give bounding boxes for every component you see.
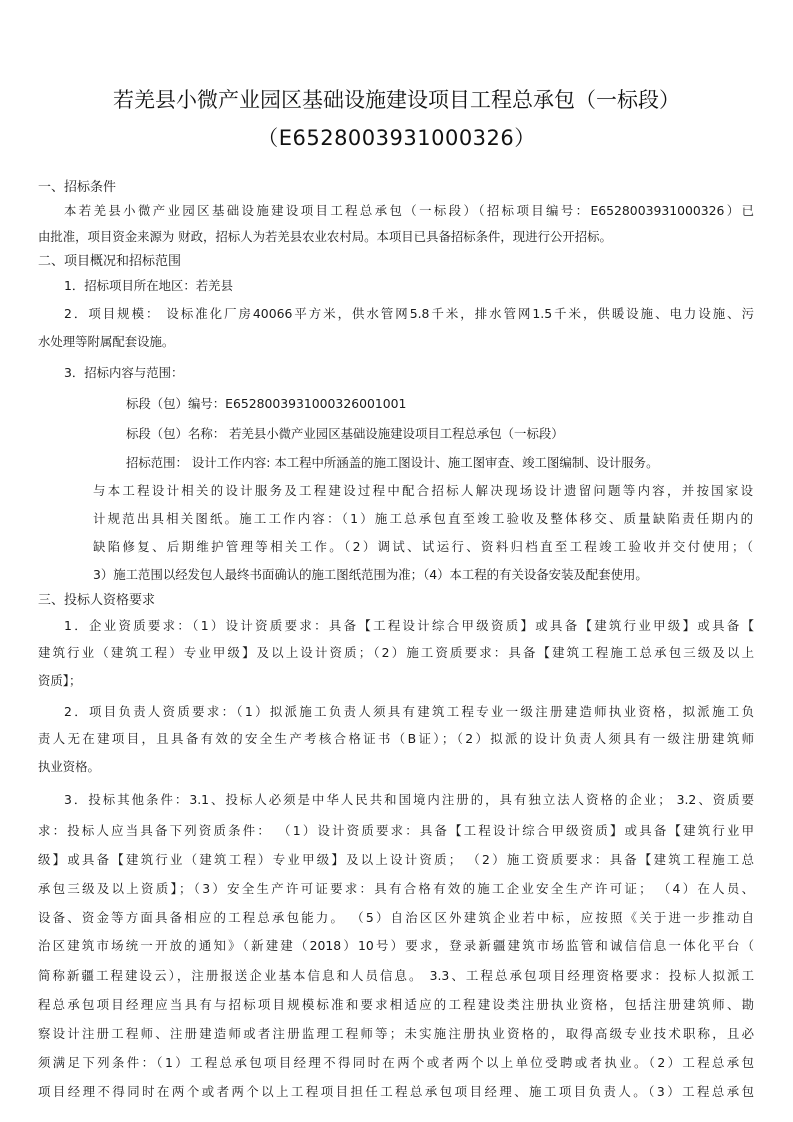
list-item: 3．投标其他条件：3.1、投标人必须是中华人民共和国境内注册的，具有独立法人资格的企业； 3.2、资质要 [64, 792, 754, 807]
section-heading-project-overview: 二、项目概况和招标范围 [38, 254, 182, 269]
lot-code: 标段（包）编号：E6528003931000326001001 [126, 396, 407, 411]
bid-scope-line: 3）施工范围以经发包人最终书面确认的施工图纸范围为准；（4）本工程的有关设备安装及配套使用。 [93, 567, 648, 582]
list-item: 1．招标项目所在地区：若羌县 [64, 278, 233, 293]
bid-scope-line: 招标范围： 设计工作内容: 本工程中所涵盖的施工图设计、施工图审查、竣工图编制、设计服务。 [126, 455, 659, 470]
paragraph-line: 责人无在建项目，且具备有效的安全生产考核合格证书（B证）；（2）拟派的设计负责人须具有一级注册建筑师 [38, 731, 754, 746]
paragraph-line: 建筑行业（建筑工程）专业甲级】及以上设计资质；（2）施工资质要求：具备【建筑工程施工总承包三级及以上 [38, 645, 754, 660]
paragraph-line: 本若羌县小微产业园区基础设施建设项目工程总承包（一标段）（招标项目编号：E6528003931000326）已 [64, 203, 754, 218]
paragraph-line: 须满足下列条件：（1）工程总承包项目经理不得同时在两个或者两个以上单位受聘或者执业。（2）工程总承包 [38, 1055, 754, 1070]
paragraph-line: 水处理等附属配套设施。 [38, 334, 175, 349]
paragraph-line: 资质】； [38, 673, 82, 688]
document-title-code: （E6528003931000326） [257, 126, 536, 150]
paragraph-line: 承包三级及以上资质】；（3）安全生产许可证要求：具有合格有效的施工企业安全生产许可证； （4）在人员、 [38, 881, 754, 896]
paragraph-line: 项目经理不得同时在两个或者两个以上工程项目担任工程总承包项目经理、施工项目负责人。（3）工程总承包 [38, 1084, 754, 1099]
list-item: 1．企业资质要求：（1）设计资质要求：具备【工程设计综合甲级资质】或具备【建筑行业甲级】或具备【 [64, 618, 754, 633]
section-heading-bidder-qualifications: 三、投标人资格要求 [38, 593, 156, 608]
paragraph-line: 由批准，项目资金来源为 财政，招标人为若羌县农业农村局。本项目已具备招标条件，现进行公开招标。 [38, 229, 612, 244]
paragraph-line: 设备、资金等方面具备相应的工程总承包能力。 （5）自治区区外建筑企业若中标，应按照《关于进一步推动自 [38, 910, 754, 925]
bid-scope-line: 缺陷修复、后期维护管理等相关工作。（2）调试、试运行、资料归档直至工程竣工验收并交付使用；（ [93, 539, 753, 554]
paragraph-line: 级】或具备【建筑行业（建筑工程）专业甲级】及以上设计资质； （2）施工资质要求：具备【建筑工程施工总 [38, 852, 754, 867]
paragraph-line: 执业资格。 [38, 759, 100, 774]
paragraph-line: 求：投标人应当具备下列资质条件： （1）设计资质要求：具备【工程设计综合甲级资质】或具备【建筑行业甲 [38, 823, 754, 838]
bid-scope-line: 计规范出具相关图纸。施工工作内容：（1）施工总承包直至竣工验收及整体移交、质量缺陷责任期内的 [93, 511, 753, 526]
list-item: 2．项目负责人资质要求：（1）拟派施工负责人须具有建筑工程专业一级注册建造师执业资格，拟派施工负 [64, 704, 754, 719]
lot-name: 标段（包）名称： 若羌县小微产业园区基础设施建设项目工程总承包（一标段） [126, 426, 564, 441]
paragraph-line: 治区建筑市场统一开放的通知》（新建建（2018）10号）要求，登录新疆建筑市场监管和诚信信息一体化平台（ [38, 938, 754, 953]
paragraph-line: 察设计注册工程师、注册建造师或者注册监理工程师等；未实施注册执业资格的，取得高级专业技术职称，且必 [38, 1026, 754, 1041]
paragraph-line: 简称新疆工程建设云），注册报送企业基本信息和人员信息。 3.3、工程总承包项目经理资格要求：投标人拟派工 [38, 968, 754, 983]
bid-scope-line: 与本工程设计相关的设计服务及工程建设过程中配合招标人解决现场设计遗留问题等内容，并按国家设 [93, 483, 753, 498]
paragraph-line: 程总承包项目经理应当具有与招标项目规模标准和要求相适应的工程建设类注册执业资格，包括注册建筑师、勘 [38, 997, 754, 1012]
list-item: 2．项目规模： 设标准化厂房40066平方米，供水管网5.8千米，排水管网1.5千米，供暖设施、电力设施、污 [64, 306, 754, 321]
section-heading-bidding-conditions: 一、招标条件 [38, 180, 117, 195]
document-title: 若羌县小微产业园区基础设施建设项目工程总承包（一标段） [113, 88, 680, 112]
list-item: 3．招标内容与范围： [64, 365, 184, 380]
